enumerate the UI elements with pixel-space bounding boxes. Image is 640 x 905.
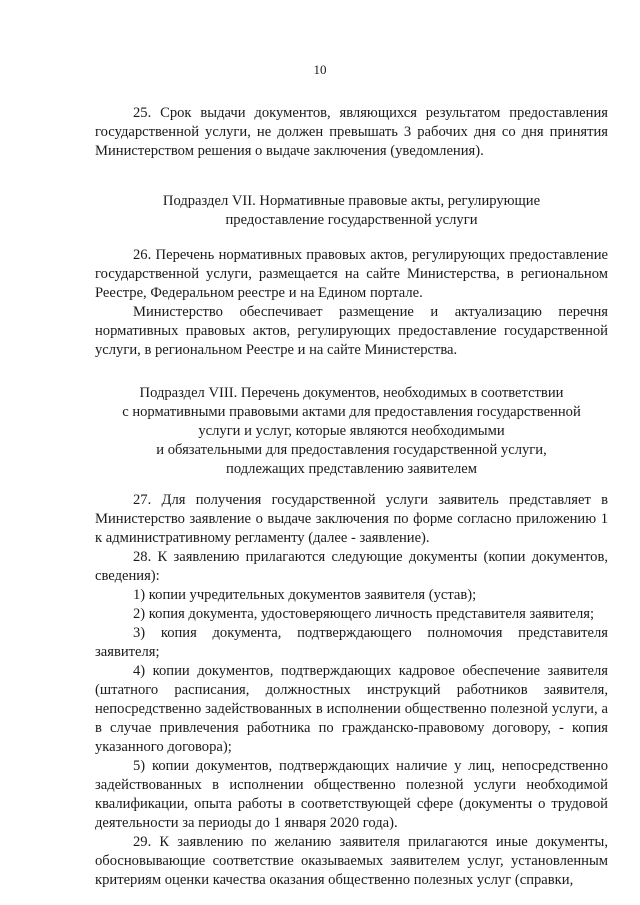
paragraph-25 xyxy=(95,104,608,161)
heading-line: и обязательными для предоставления государственной услуги, xyxy=(156,442,547,458)
heading-line: подлежащих представлению заявителем xyxy=(226,461,477,477)
paragraph-text: Министерство обеспечивает размещение и актуализацию перечня нормативных правовых актов, регулирующих предоставление государственной услуги, в региональном Реестре и на сайте Министерства. xyxy=(95,304,608,358)
list-item: 3) копия документа, подтверждающего полномочия представителя заявителя; xyxy=(95,625,608,660)
paragraph-text: 29. К заявлению по желанию заявителя прилагаются иные документы, обосновывающие соответствие оказываемых заявителем услуг, установленным критериям оценки качества оказания общественно полезных услуг (справки, xyxy=(95,834,608,888)
list-item: 2) копия документа, удостоверяющего личность представителя заявителя; xyxy=(133,606,595,622)
heading-line: Подраздел VII. Нормативные правовые акты, регулирующие xyxy=(162,193,541,209)
page-number: 10 xyxy=(313,62,327,77)
paragraph-text: 27. Для получения государственной услуги заявитель представляет в Министерство заявление о выдаче заключения по форме согласно приложению 1 к административному регламенту (далее - заявление). xyxy=(95,492,608,546)
paragraph-text: 26. Перечень нормативных правовых актов, регулирующих предоставление государственной услуги, размещается на сайте Министерства, в региональном Реестре, Федеральном реестре и на Едином портале. xyxy=(95,247,608,301)
subsection-7-heading xyxy=(95,192,608,230)
list-item: 5) копии документов, подтверждающих наличие у лиц, непосредственно задействованных в исполнении общественно полезной услуги необходимой квалификации, опыта работы в соответствующей сфере (документы о трудовой деятельности за периоды до 1 января 2020 года). xyxy=(95,758,608,831)
heading-line: услуги и услуг, которые являются необходимыми xyxy=(198,423,505,439)
list-item: 1) копии учредительных документов заявителя (устав); xyxy=(133,587,477,603)
paragraph-26 xyxy=(95,246,608,360)
heading-line: Подраздел VIII. Перечень документов, необходимых в соответствии xyxy=(139,385,564,401)
subsection-8-heading xyxy=(95,384,608,479)
list-item: 4) копии документов, подтверждающих кадровое обеспечение заявителя (штатного расписания, должностных инструкций работников заявителя, непосредственно задействованных в исполнении общественно полезной услуги, а в случае привлечения работника по гражданско-правовому договору, - копия указанного договора); xyxy=(95,663,608,755)
paragraph-text: 25. Срок выдачи документов, являющихся результатом предоставления государственной услуги, не должен превышать 3 рабочих дня со дня принятия Министерством решения о выдаче заключения (уведомления). xyxy=(95,105,608,159)
paragraph-27-28 xyxy=(95,491,608,890)
heading-line: предоставление государственной услуги xyxy=(225,212,478,228)
heading-line: с нормативными правовыми актами для предоставления государственной xyxy=(122,404,581,420)
paragraph-text: 28. К заявлению прилагаются следующие документы (копии документов, сведения): xyxy=(95,549,608,584)
